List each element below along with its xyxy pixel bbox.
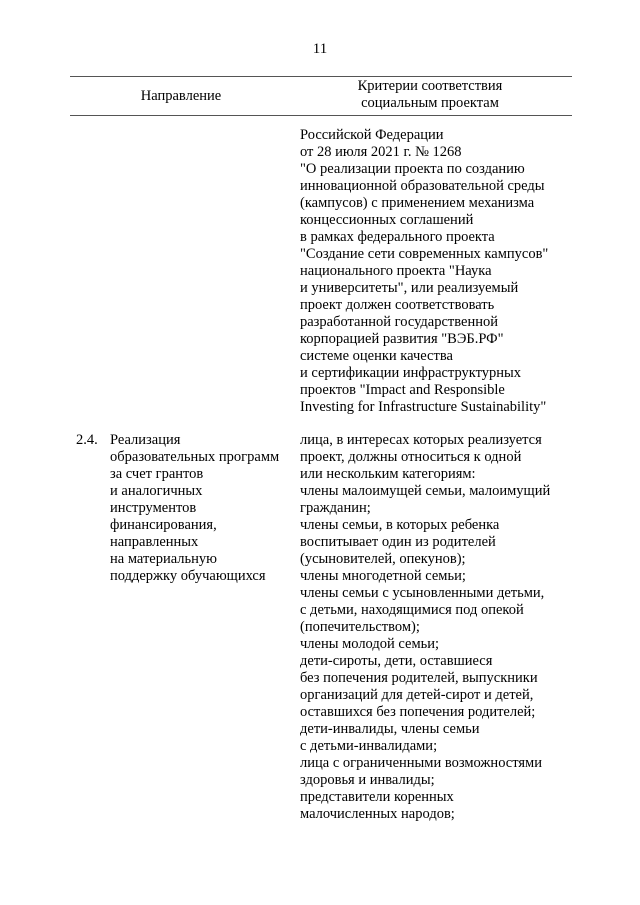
criteria-line: с детьми, находящимися под опекой	[300, 602, 524, 618]
criteria-line: оставшихся без попечения родителей;	[300, 704, 536, 720]
table-header-bottom-rule	[70, 115, 572, 116]
continuation-line: "Создание сети современных кампусов"	[300, 246, 549, 262]
direction-line: поддержку обучающихся	[110, 568, 266, 584]
criteria-line: члены молодой семьи;	[300, 636, 440, 652]
criteria-line: лица с ограниченными возможностями	[300, 755, 542, 771]
direction-line: образовательных программ	[110, 449, 280, 465]
criteria-line: дети-инвалиды, члены семьи	[300, 721, 480, 737]
continuation-line: проект должен соответствовать	[300, 297, 495, 313]
continuation-line: национального проекта "Наука	[300, 263, 492, 279]
continuation-line: проектов "Impact and Responsible	[300, 382, 505, 398]
direction-line: и аналогичных	[110, 483, 203, 499]
direction-line: инструментов	[110, 500, 197, 516]
criteria-line: дети-сироты, дети, оставшиеся	[300, 653, 493, 669]
continuation-line: концессионных соглашений	[300, 212, 474, 228]
direction-line: Реализация	[110, 432, 181, 448]
criteria-line: проект, должны относиться к одной	[300, 449, 522, 465]
direction-line: на материальную	[110, 551, 217, 567]
row-criteria-text	[300, 432, 550, 823]
continuation-line: разработанной государственной	[300, 314, 498, 330]
criteria-line: организаций для детей-сирот и детей,	[300, 687, 534, 703]
column-header-criteria-line: социальным проектам	[361, 95, 499, 111]
direction-line: направленных	[110, 534, 199, 550]
criteria-line: гражданин;	[300, 500, 371, 516]
criteria-line: воспитывает один из родителей	[300, 534, 496, 550]
page-number: 11	[312, 41, 328, 57]
direction-line: за счет грантов	[110, 466, 204, 482]
column-header-direction: Направление	[140, 88, 222, 104]
continuation-line: Investing for Infrastructure Sustainability"	[300, 399, 547, 415]
continuation-line: системе оценки качества	[300, 348, 453, 364]
column-header-criteria-line: Критерии соответствия	[357, 78, 503, 94]
criteria-line: члены семьи с усыновленными детьми,	[300, 585, 545, 601]
criteria-line: лица, в интересах которых реализуется	[300, 432, 542, 448]
criteria-line: (попечительством);	[300, 619, 420, 635]
continuation-line: от 28 июля 2021 г. № 1268	[300, 144, 462, 160]
criteria-line: представители коренных	[300, 789, 454, 805]
continuation-line: корпорацией развития "ВЭБ.РФ"	[300, 331, 504, 347]
row-number: 2.4.	[76, 432, 98, 448]
continuation-line: "О реализации проекта по созданию	[300, 161, 525, 177]
continuation-line: и университеты", или реализуемый	[300, 280, 519, 296]
criteria-line: без попечения родителей, выпускники	[300, 670, 538, 686]
criteria-continuation-text	[300, 127, 548, 416]
continuation-line: (кампусов) с применением механизма	[300, 195, 535, 211]
criteria-line: члены семьи, в которых ребенка	[300, 517, 500, 533]
criteria-line: с детьми-инвалидами;	[300, 738, 438, 754]
criteria-line: здоровья и инвалиды;	[300, 772, 435, 788]
criteria-line: или нескольким категориям:	[300, 466, 476, 482]
criteria-line: (усыновителей, опекунов);	[300, 551, 466, 567]
criteria-line: малочисленных народов;	[300, 806, 455, 822]
table-header-top-rule	[70, 76, 572, 77]
direction-line: финансирования,	[110, 517, 217, 533]
criteria-line: члены многодетной семьи;	[300, 568, 466, 584]
row-direction-text	[110, 432, 279, 585]
criteria-line: члены малоимущей семьи, малоимущий	[300, 483, 551, 499]
continuation-line: в рамках федерального проекта	[300, 229, 495, 245]
continuation-line: и сертификации инфраструктурных	[300, 365, 522, 381]
continuation-line: Российской Федерации	[300, 127, 444, 143]
column-header-criteria	[300, 78, 560, 112]
continuation-line: инновационной образовательной среды	[300, 178, 545, 194]
